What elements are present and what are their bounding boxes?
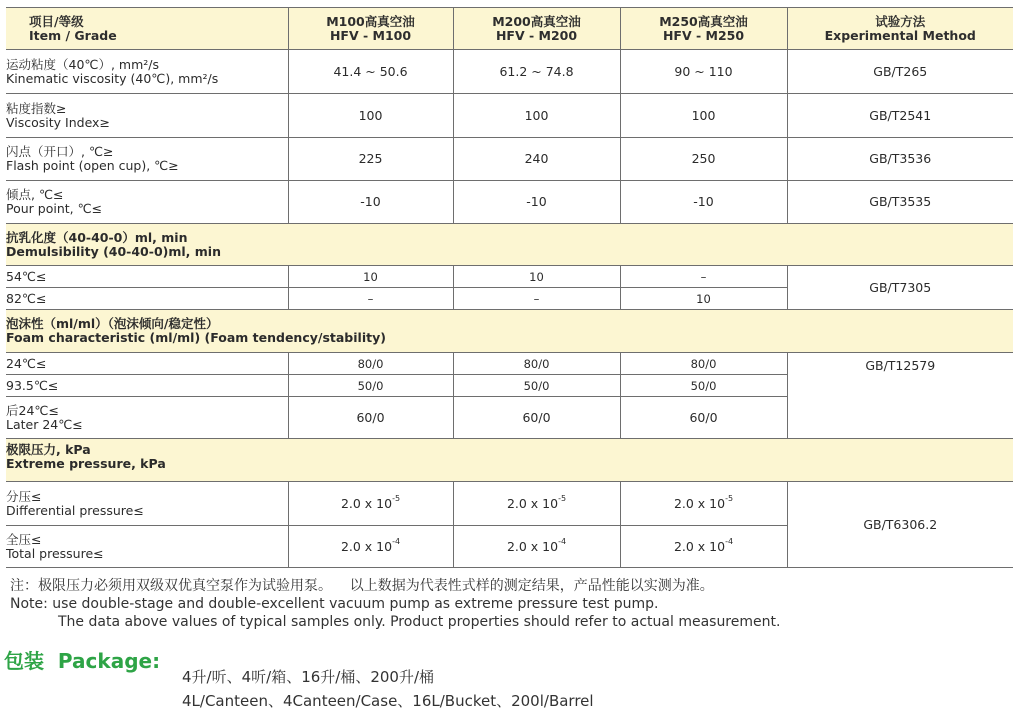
value-m100: 2.0 x $10^{-5}$ [288,482,453,526]
table-row [6,266,1013,288]
value-m100: 10 [288,266,453,288]
method-en: Experimental Method [824,27,976,43]
header-grade-m200 [453,8,620,50]
package-en: 4L/Canteen、4Canteen/Case、16L/Bucket、200l/Barrel [182,692,594,710]
value-m100: 60/0 [288,397,453,439]
section-demulsibility [6,224,1013,266]
grade-zh: M250高真空油 [659,13,748,29]
section-title-zh: 极限压力, kPa [6,442,91,457]
package-zh: 4升/听、4听/箱、16升/桶、200升/桶 [182,668,435,686]
method-cell: GB/T2541 [787,94,1013,138]
value-m100: 100 [288,94,453,138]
value-m200: -10 [453,181,620,224]
row-label: 54℃≤ [6,266,288,288]
table-header-row [6,8,1013,50]
value-m200: 10 [453,266,620,288]
note-en-1: Note: use double-stage and double-excellent vacuum pump as extreme pressure test pump. [10,596,659,612]
method-cell: GB/T3536 [787,138,1013,181]
label-zh: 运动粘度（40℃）, mm²/s [6,56,159,72]
spec-table [6,7,1013,568]
table-row-viscosity [6,50,1013,94]
grade-zh: M100高真空油 [326,13,415,29]
value-m100: 41.4 ~ 50.6 [288,50,453,94]
label-en: Kinematic viscosity (40℃), mm²/s [6,70,219,86]
label-en: Pour point, ℃≤ [6,201,103,216]
label-zh: 分压≤ [6,488,42,504]
row-label [6,181,288,224]
value-m100: 50/0 [288,375,453,397]
value-m250: 60/0 [620,397,787,439]
value-m250: 90 ~ 110 [620,50,787,94]
header-item-cell [6,8,288,50]
grade-en: HFV - M250 [662,27,745,43]
row-label [6,50,288,94]
row-label [6,138,288,181]
value-m100: – [288,288,453,310]
table-row-differential-pressure [6,482,1013,526]
value-m200: 240 [453,138,620,181]
method-cell: GB/T3535 [787,181,1013,224]
value-m200: 60/0 [453,397,620,439]
method-cell: GB/T265 [787,50,1013,94]
value-m200: 61.2 ~ 74.8 [453,50,620,94]
value-m200: 2.0 x $10^{-5}$ [453,482,620,526]
label-zh: 后24℃≤ [6,402,59,418]
label-en: Total pressure≤ [6,545,104,561]
section-title-zh: 泡沫性（ml/ml）（泡沫倾向/稳定性） [6,316,219,331]
value-m250: 250 [620,138,787,181]
method-cell: GB/T6306.2 [787,482,1013,568]
value-m250: 10 [620,288,787,310]
section-title-en: Foam characteristic (ml/ml) (Foam tendency/stability) [6,330,386,345]
section-title [6,439,1013,482]
value-m200: 50/0 [453,375,620,397]
method-zh: 试验方法 [875,13,926,29]
value-m250: 2.0 x $10^{-5}$ [620,482,787,526]
value-m250: 80/0 [620,353,787,375]
grade-zh: M200高真空油 [492,13,581,29]
note-zh: 注：极限压力必须用双级双优真空泵作为试验用泵。 以上数据为代表性式样的测定结果，产品性能以实测为准。 [10,578,714,594]
section-title [6,224,1013,266]
package-title: 包装 Package: [4,649,161,673]
value-m200: 2.0 x $10^{-4}$ [453,526,620,568]
value-m100: -10 [288,181,453,224]
label-zh: 闪点（开口）, ℃≥ [6,144,114,159]
row-label: 93.5℃≤ [6,375,288,397]
value-m100: 2.0 x $10^{-4}$ [288,526,453,568]
grade-en: HFV - M200 [495,27,578,43]
section-title-en: Extreme pressure, kPa [6,456,166,471]
value-m250: 50/0 [620,375,787,397]
header-method [787,8,1013,50]
header-item-en: Item / Grade [29,27,117,43]
notes [10,577,1010,631]
value-m250: 2.0 x $10^{-4}$ [620,526,787,568]
value-m200: – [453,288,620,310]
label-en: Flash point (open cup), ℃≥ [6,158,179,173]
method-cell: GB/T7305 [787,266,1013,310]
row-label [6,397,288,439]
table-row-flash-point [6,138,1013,181]
label-en: Differential pressure≤ [6,502,144,518]
table-row-viscosity-index [6,94,1013,138]
section-foam [6,310,1013,353]
section-extreme-pressure [6,439,1013,482]
value-m100: 225 [288,138,453,181]
row-label [6,526,288,568]
row-label: 24℃≤ [6,353,288,375]
header-grade-m250 [620,8,787,50]
row-label [6,482,288,526]
value-m200: 100 [453,94,620,138]
label-en: Later 24℃≤ [6,416,83,432]
label-zh: 粘度指数≥ [6,100,67,116]
label-en: Viscosity Index≥ [6,114,110,130]
section-title-en: Demulsibility (40-40-0)ml, min [6,243,221,259]
header-item-zh: 项目/等级 [29,13,84,29]
table-row-pour-point [6,181,1013,224]
section-title [6,310,1013,353]
value-m200: 80/0 [453,353,620,375]
grade-en: HFV - M100 [329,27,412,43]
value-m250: – [620,266,787,288]
method-cell: GB/T12579 [787,353,1013,439]
table-row [6,353,1013,375]
label-zh: 全压≤ [6,531,42,547]
note-en-2: The data above values of typical samples only. Product properties should refer to actual measurement. [58,614,781,630]
label-zh: 倾点, ℃≤ [6,187,64,202]
header-grade-m100 [288,8,453,50]
row-label [6,94,288,138]
value-m250: 100 [620,94,787,138]
section-title-zh: 抗乳化度（40-40-0）ml, min [6,229,188,245]
value-m100: 80/0 [288,353,453,375]
value-m250: -10 [620,181,787,224]
row-label: 82℃≤ [6,288,288,310]
